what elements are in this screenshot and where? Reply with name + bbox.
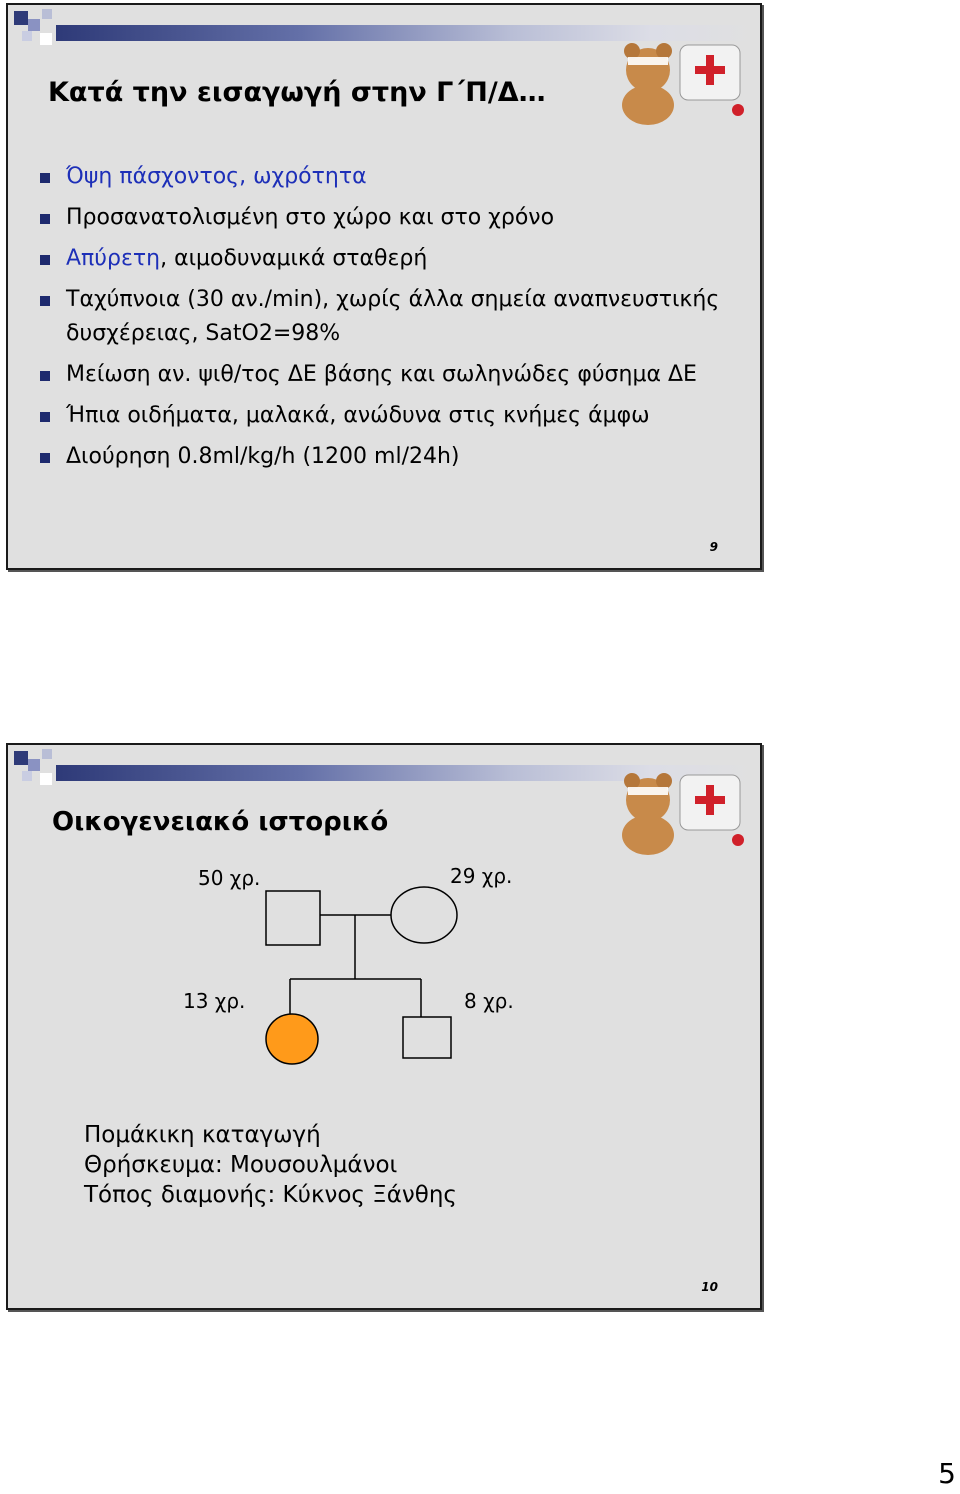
daughter-age: 13 χρ. [183, 989, 246, 1013]
residence-line: Τόπος διαμονής: Κύκνος Ξάνθης [84, 1182, 457, 1208]
mother-circle [391, 887, 457, 943]
teddy-bear-first-aid-icon [608, 35, 758, 130]
son-age: 8 χρ. [464, 989, 514, 1013]
list-item: Ήπια οιδήματα, μαλακά, ανώδυνα στις κνήμες άμφω [40, 399, 750, 433]
slide-number: 9 [709, 540, 718, 554]
slide-title: Κατά την εισαγωγή στην Γ΄Π/Δ… [48, 77, 546, 108]
family-pedigree [8, 745, 760, 1308]
list-item: Απύρετη, αιμοδυναμικά σταθερή [40, 242, 750, 276]
list-item: Προσανατολισμένη στο χώρο και στο χρόνο [40, 201, 750, 235]
list-item: Διούρηση 0.8ml/kg/h (1200 ml/24h) [40, 440, 750, 474]
origin-line: Πομάκικη καταγωγή [84, 1122, 321, 1148]
findings-list [40, 160, 750, 481]
slide-number: 10 [701, 1280, 718, 1294]
background-info [84, 1120, 457, 1210]
slide-9 [6, 3, 762, 570]
father-age: 50 χρ. [198, 866, 261, 890]
religion-line: Θρήσκευμα: Μουσουλμάνοι [84, 1152, 398, 1178]
mother-age: 29 χρ. [450, 864, 513, 888]
document-page-number: 5 [938, 1457, 956, 1490]
affected-daughter-circle [266, 1014, 318, 1064]
father-square [266, 891, 320, 945]
list-item: Μείωση αν. ψιθ/τος ΔΕ βάσης και σωληνώδες φύσημα ΔΕ [40, 358, 750, 392]
list-item: Ταχύπνοια (30 αν./min), χωρίς άλλα σημεία αναπνευστικής δυσχέρειας, SatO2=98% [40, 283, 750, 351]
son-square [403, 1017, 451, 1058]
list-item: Όψη πάσχοντος, ωχρότητα [40, 160, 750, 194]
slide-10 [6, 743, 762, 1310]
slide-title: Οικογενειακό ιστορικό [52, 807, 389, 837]
